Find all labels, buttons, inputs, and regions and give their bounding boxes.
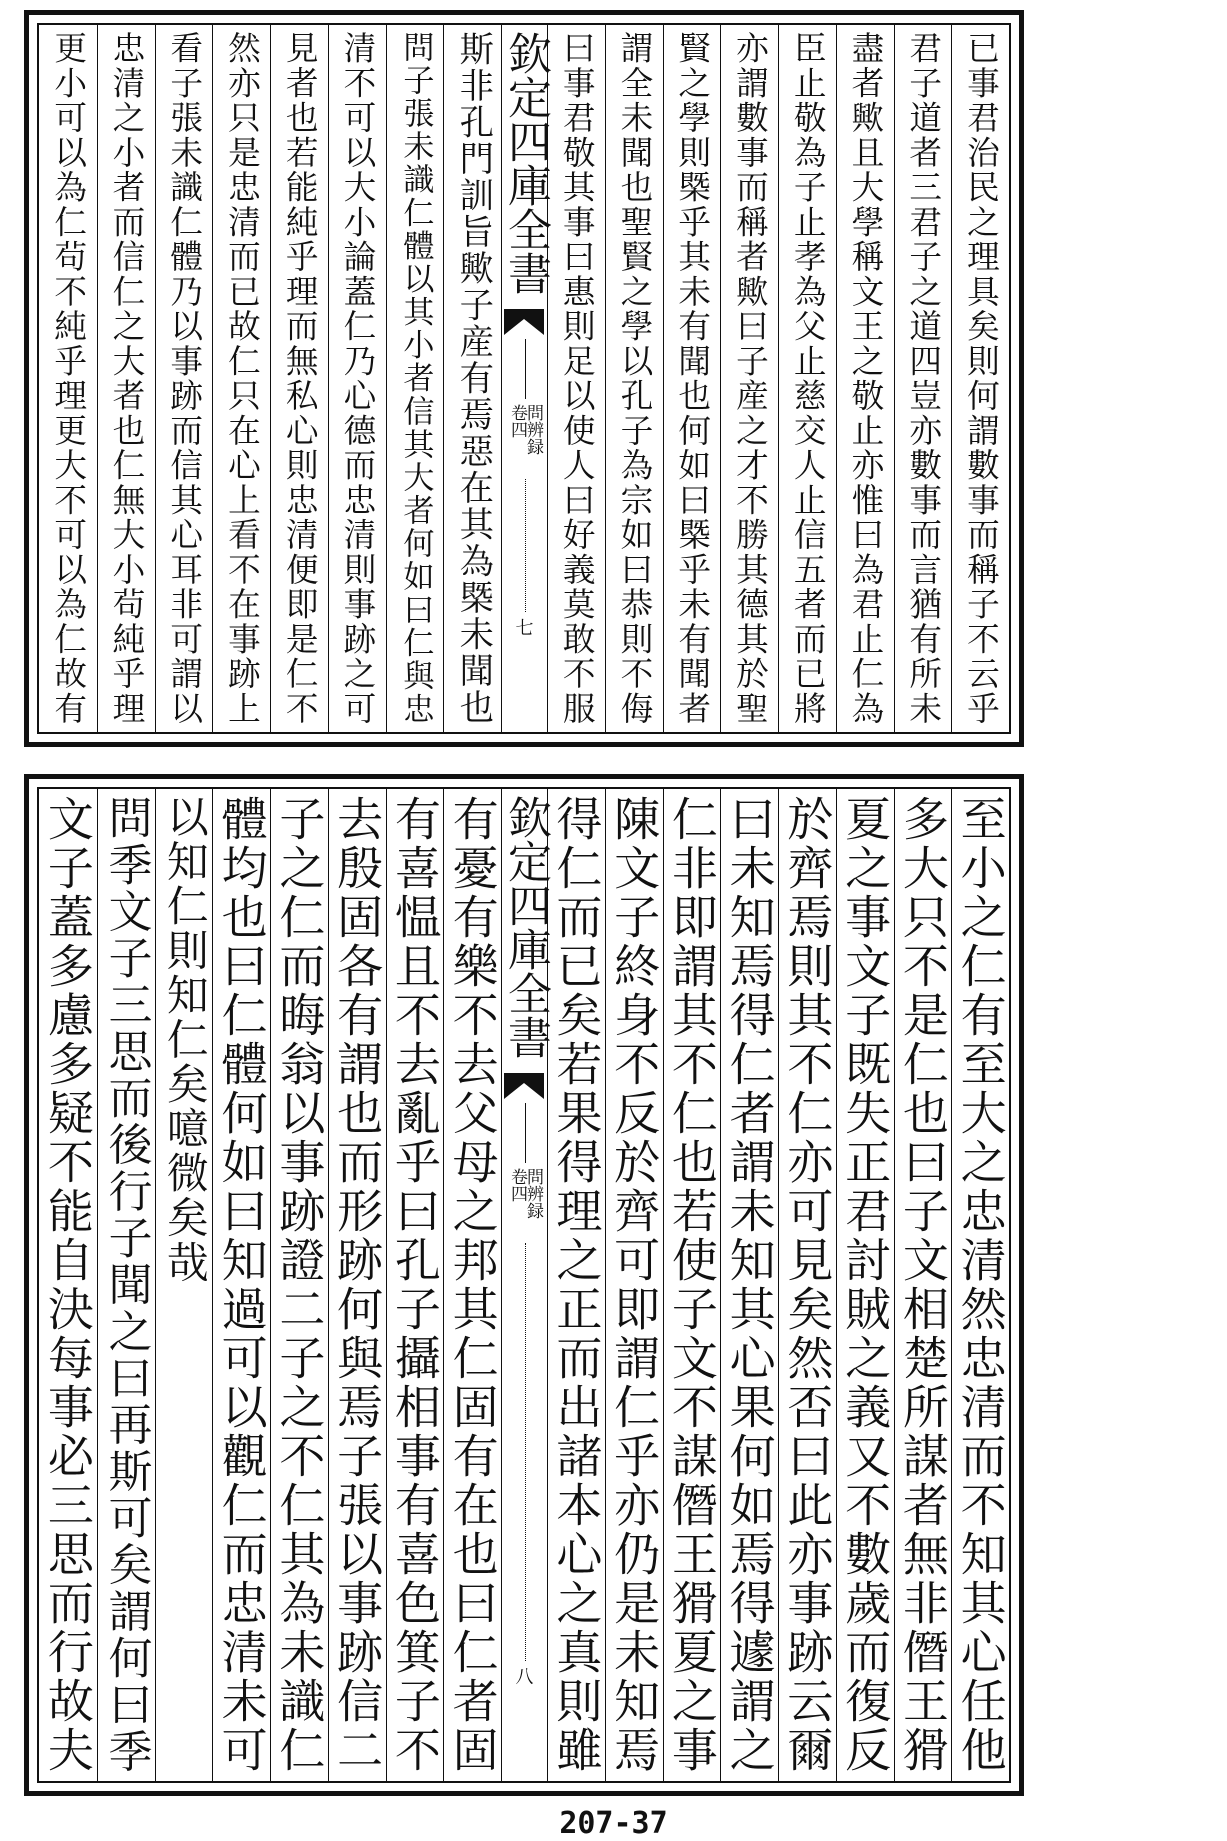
- text-column: [605, 789, 663, 1781]
- text-column: [97, 789, 155, 1781]
- text-column: [836, 789, 894, 1781]
- column-text: 有喜愠且不去亂乎曰孔子攝相事有喜色箕子不: [387, 795, 442, 1775]
- text-column: [663, 789, 721, 1781]
- column-text: 見者也若能純乎理而無私心則忠清便即是仁不: [280, 31, 319, 726]
- text-column: [778, 25, 836, 732]
- column-text: 亦謂數事而稱者歟曰子産之才不勝其德其於聖: [730, 31, 769, 726]
- text-column: [547, 25, 605, 732]
- text-column: [663, 25, 721, 732]
- text-column: [328, 25, 386, 732]
- column-text: 陳文子終身不反於齊可即謂仁乎亦仍是未知焉: [607, 795, 662, 1775]
- text-column: [39, 789, 97, 1781]
- text-column: [443, 789, 501, 1781]
- text-column: [270, 25, 328, 732]
- column-text: 問子張未識仁體以其小者信其大者何如曰仁與忠: [397, 31, 434, 726]
- column-text: 多大只不是仁也曰子文相楚所謀者無非僭王猾: [895, 795, 950, 1775]
- text-column: [212, 25, 270, 732]
- bottom-page-text-area: [37, 787, 1011, 1783]
- column-text: 臣止敬為子止孝為父止慈交人止信五者而已將: [788, 31, 827, 726]
- text-column: [328, 789, 386, 1781]
- column-text: 以知仁則知仁矣噫微矣哉: [159, 795, 209, 1285]
- column-text: 於齊焉則其不仁亦可見矣然否曰此亦事跡云爾: [780, 795, 835, 1775]
- column-text: 仁非即謂其不仁也若使子文不謀僭王猾夏之事: [664, 795, 719, 1775]
- banner-book-title: 問辨録: [523, 404, 543, 455]
- column-text: 君子道者三君子之道四豈亦數事而言猶有所未: [904, 31, 943, 726]
- banner-book-title: 問辨録: [523, 1168, 543, 1219]
- text-column: [720, 25, 778, 732]
- text-column: [386, 789, 444, 1781]
- banner-title: 欽定四庫全書: [500, 31, 551, 295]
- text-column: [605, 25, 663, 732]
- text-column: [270, 789, 328, 1781]
- text-column: [97, 25, 155, 732]
- column-text: 夏之事文子既失正君討賊之義又不數歲而復反: [838, 795, 893, 1775]
- text-column: [951, 789, 1009, 1781]
- text-column: [39, 25, 97, 732]
- page-number: 207-37: [559, 1806, 668, 1841]
- column-text: 盡者歟且大學稱文王之敬止亦惟曰為君止仁為: [846, 31, 885, 726]
- banner-volume: 卷四: [507, 404, 527, 438]
- column-text: 子之仁而晦翁以事跡證二子之不仁其為未識仁: [272, 795, 327, 1775]
- column-text: 體均也曰仁體何如曰知過可以觀仁而忠清未可: [214, 795, 269, 1775]
- column-text: 然亦只是忠清而已故仁只在心上看不在事跡上: [222, 31, 261, 726]
- text-column: [443, 25, 501, 732]
- text-column: [386, 25, 444, 732]
- column-text: 忠清之小者而信仁之大者也仁無大小茍純乎理: [107, 31, 146, 726]
- text-column: [212, 789, 270, 1781]
- column-text: 清不可以大小論蓋仁乃心德而忠清則事跡之可: [338, 31, 377, 726]
- banner-volume: 卷四: [507, 1168, 527, 1202]
- column-text: 曰事君敬其事曰惠則足以使人曰好義莫敢不服: [557, 31, 596, 726]
- column-text: 謂全未聞也聖賢之學以孔子為宗如曰恭則不侮: [615, 31, 654, 726]
- column-text: 去殷固各有謂也而形跡何與焉子張以事跡信二: [330, 795, 385, 1775]
- column-text: 賢之學則槩乎其未有聞也何如曰槩乎未有聞者: [673, 31, 712, 726]
- text-column: [951, 25, 1009, 732]
- column-text: 文子蓋多慮多疑不能自決每事必三思而行故夫: [40, 795, 95, 1775]
- banner-folio-number: 八: [515, 1667, 534, 1688]
- banner-folio-number: 七: [515, 618, 534, 639]
- column-text: 曰未知焉得仁者謂未知其心果何如焉得遽謂之: [722, 795, 777, 1775]
- center-banner: [500, 25, 551, 732]
- text-column: [155, 25, 213, 732]
- column-text: 得仁而已矣若果得理之正而出諸本心之真則雖: [549, 795, 604, 1775]
- text-column: [547, 789, 605, 1781]
- top-page-text-area: [37, 23, 1011, 734]
- text-column: [894, 25, 952, 732]
- text-column: [155, 789, 213, 1781]
- column-text: 已事君治民之理具矣則何謂數事而稱子不云乎: [961, 31, 1000, 726]
- column-text: 斯非孔門訓旨歟子産有焉惡在其為槩未聞也: [452, 31, 493, 726]
- banner-title: 欽定四庫全書: [500, 795, 551, 1059]
- column-text: 更小可以為仁茍不純乎理更大不可以為仁故有: [49, 31, 88, 726]
- text-column: [894, 789, 952, 1781]
- center-banner: [500, 789, 551, 1781]
- column-text: 有憂有樂不去父母之邦其仁固有在也曰仁者固: [445, 795, 500, 1775]
- column-text: 問季文子三思而後行子聞之曰再斯可矣謂何曰季: [101, 795, 153, 1775]
- bottom-page-frame: [24, 774, 1024, 1796]
- text-column: [720, 789, 778, 1781]
- column-text: 至小之仁有至大之忠清然忠清而不知其心任他: [953, 795, 1008, 1775]
- column-text: 看子張未識仁體乃以事跡而信其心耳非可謂以: [165, 31, 204, 726]
- top-page-frame: [24, 10, 1024, 747]
- text-column: [836, 25, 894, 732]
- text-column: [778, 789, 836, 1781]
